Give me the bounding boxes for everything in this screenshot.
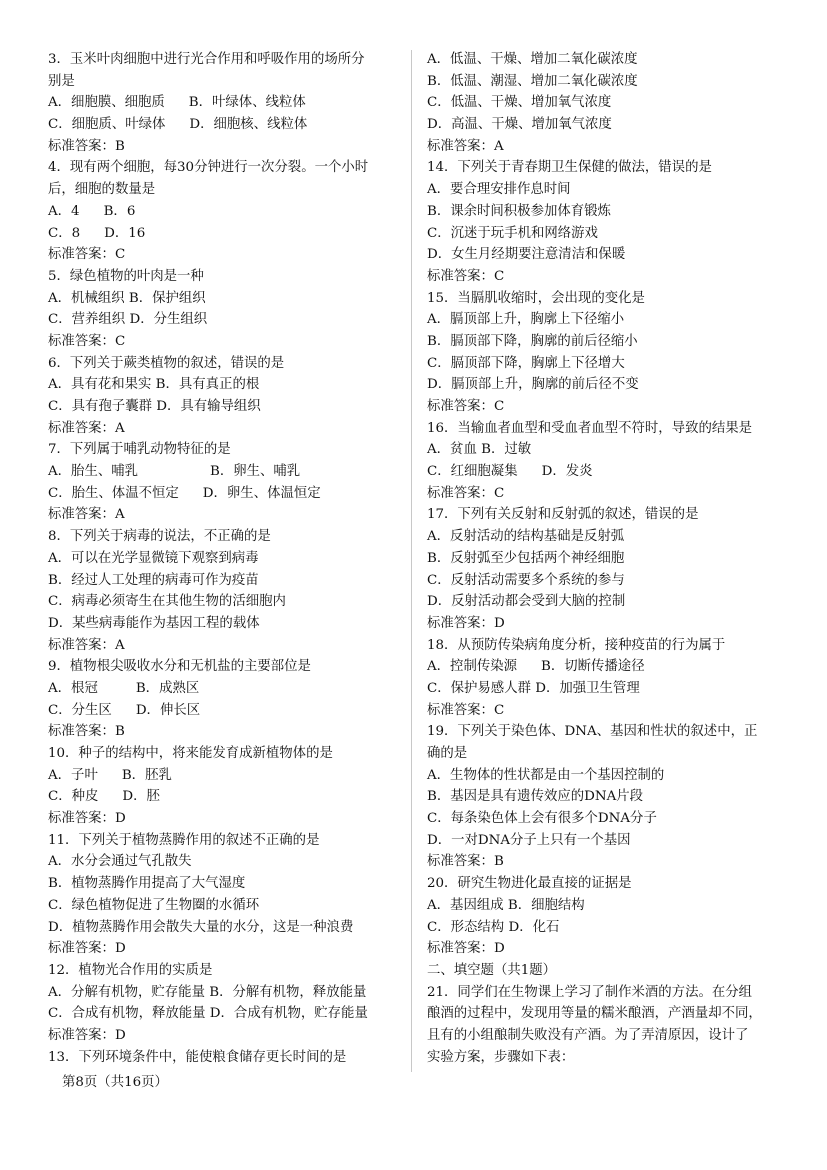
question-line: C．营养组织 D．分生组织 [48,312,208,328]
question-line: 5．绿色植物的叶肉是一种 [48,268,204,284]
question-line: 8．下列关于病毒的说法，不正确的是 [48,529,271,545]
left-column [48,49,400,1068]
question-line: A．水分会通过气孔散失 [48,854,192,870]
option-row [48,483,400,505]
question-line: 实验方案，步骤如下表： [427,1049,575,1065]
question-line: A．机械组织 B．保护组织 [48,290,206,306]
question-line: 4．现有两个细胞，每30分钟进行一次分裂。一个小时 [48,160,369,176]
question-line: 21．同学们在生物课上学习了制作米酒的方法。在分组 [427,984,753,1000]
question-line: 17．下列有关反射和反射弧的叙述，错误的是 [427,507,699,523]
question-line: A．分解有机物，贮存能量 B．分解有机物，释放能量 [48,984,367,1000]
question-line: B．课余时间积极参加体育锻炼 [427,203,611,219]
option-row [48,461,400,483]
option-text: B．成熟区 [135,680,200,696]
question-line: C．具有孢子囊群 D．具有输导组织 [48,399,261,414]
option-text: A．胎生、哺乳 [48,464,139,480]
question-line: D．一对DNA分子上只有一个基因 [427,832,631,848]
answer-line: 标准答案：D [48,811,126,827]
question-line: 3．玉米叶肉细胞中进行光合作用和呼吸作用的场所分 [48,52,365,67]
question-line: C．反射活动需要多个系统的参与 [427,572,625,588]
option-text: B．卵生、哺乳 [210,464,301,480]
question-line: 14．下列关于青春期卫生保健的做法，错误的是 [427,160,712,176]
option-row [48,201,400,223]
option-row [427,461,779,483]
option-row [48,114,400,136]
question-line: D．膈顶部上升，胸廓的前后径不变 [427,377,639,393]
answer-line: 标准答案：B [427,854,504,870]
question-line: A．反射活动的结构基础是反射弧 [427,529,625,545]
question-line: A．可以在光学显微镜下观察到病毒 [48,550,259,566]
answer-line: 标准答案：C [427,485,505,501]
question-line: C．膈顶部下降，胸廓上下径增大 [427,355,625,371]
question-line: A．基因组成 B．细胞结构 [427,897,585,913]
option-text: C．细胞质、叶绿体 [48,117,166,133]
answer-line: 标准答案：D [427,941,505,957]
option-text: C．种皮 [48,789,99,805]
answer-line: 标准答案：C [427,268,505,284]
question-line: B．经过人工处理的病毒可作为疫苗 [48,572,259,588]
question-line: A．生物体的性状都是由一个基因控制的 [427,767,665,783]
question-line: 9．植物根尖吸收水分和无机盐的主要部位是 [48,659,311,675]
option-text: B．6 [103,203,136,219]
question-line: 10．种子的结构中，将来能发育成新植物体的是 [48,746,333,761]
question-line: B．反射弧至少包括两个神经细胞 [427,550,625,566]
option-text: C．胎生、体温不恒定 [48,485,179,501]
option-text: B．切断传播途径 [541,659,645,675]
answer-line: 标准答案：A [48,507,125,523]
question-line: 且有的小组酿制失败没有产酒。为了弄清原因，设计了 [427,1027,749,1043]
option-text: C．8 [48,225,81,241]
question-line: C．沉迷于玩手机和网络游戏 [427,225,598,241]
question-line: D．植物蒸腾作用会散失大量的水分，这是一种浪费 [48,919,354,935]
question-line: B．植物蒸腾作用提高了大气湿度 [48,876,246,892]
question-line: C．绿色植物促进了生物圈的水循环 [48,897,260,913]
question-line: C．保护易感人群 D．加强卫生管理 [427,680,640,696]
option-text: D．胚 [122,789,160,805]
question-line: 7．下列属于哺乳动物特征的是 [48,442,231,458]
option-text: D．发炎 [541,464,593,480]
question-line: 二、填空题（共1题） [427,962,557,978]
option-row [48,678,400,700]
question-line: 别是 [48,73,75,89]
question-line: D．女生月经期要注意清洁和保暖 [427,247,626,263]
question-line: 11．下列关于植物蒸腾作用的叙述不正确的是 [48,832,320,848]
answer-line: 标准答案：C [48,333,126,349]
answer-line: 标准答案：A [48,637,125,653]
question-line: 13．下列环境条件中，能使粮食储存更长时间的是 [48,1049,347,1065]
option-text: B．胚乳 [121,767,172,783]
question-line: C．低温、干燥、增加氧气浓度 [427,95,612,111]
option-text: A．4 [48,203,80,219]
question-line: C．病毒必须寄生在其他生物的活细胞内 [48,594,286,610]
option-row [48,92,400,114]
option-text: D．伸长区 [135,702,201,718]
answer-line: 标准答案：B [48,724,125,740]
question-line: 15．当膈肌收缩时，会出现的变化是 [427,290,645,306]
question-line: B．低温、潮湿、增加二氧化碳浓度 [427,73,638,89]
answer-line: 标准答案：C [427,399,505,414]
question-line: 酿酒的过程中，发现用等量的糯米酿酒，产酒量却不同， [427,1006,762,1022]
question-line: B．膈顶部下降，胸廓的前后径缩小 [427,333,638,349]
question-line: 6．下列关于蕨类植物的叙述，错误的是 [48,355,285,371]
option-text: A．控制传染源 [427,659,518,675]
question-line: B．基因是具有遗传效应的DNA片段 [427,789,644,805]
option-row [427,656,779,678]
question-line: A．具有花和果实 B．具有真正的根 [48,377,260,393]
option-text: D．16 [104,225,146,241]
question-line: A．贫血 B．过敏 [427,442,532,458]
question-line: D．反射活动都会受到大脑的控制 [427,594,626,610]
question-line: 确的是 [427,746,468,761]
option-row [48,765,400,787]
answer-line: 标准答案：D [427,615,505,631]
answer-line: 标准答案：A [48,420,125,436]
option-row [48,700,400,722]
answer-line: 标准答案：C [427,702,505,718]
option-text: A．子叶 [48,767,98,783]
question-line: 16．当输血者血型和受血者血型不符时，导致的结果是 [427,420,753,436]
question-line: D．高温、干燥、增加氧气浓度 [427,117,612,133]
right-column [427,49,779,1068]
option-text: D．细胞核、线粒体 [189,117,308,133]
option-text: A．细胞膜、细胞质 [48,95,165,111]
answer-line: 标准答案：C [48,247,126,263]
question-line: A．要合理安排作息时间 [427,182,571,198]
question-line: A．低温、干燥、增加二氧化碳浓度 [427,52,638,67]
page-footer: 第8页（共16页） [62,1075,168,1090]
column-divider [411,50,412,1072]
answer-line: 标准答案：D [48,1027,126,1043]
option-text: C．红细胞凝集 [427,464,518,480]
option-text: B．叶绿体、线粒体 [188,95,306,111]
option-text: A．根冠 [48,680,98,696]
question-line: 12．植物光合作用的实质是 [48,962,213,978]
question-line: C．合成有机物，释放能量 D．合成有机物，贮存能量 [48,1006,368,1022]
question-line: 20．研究生物进化最直接的证据是 [427,876,632,892]
question-line: C．形态结构 D．化石 [427,919,560,935]
question-line: 19．下列关于染色体、DNA、基因和性状的叙述中，正 [427,724,758,740]
option-row [48,223,400,245]
answer-line: 标准答案：B [48,138,125,154]
question-line: 后，细胞的数量是 [48,182,156,198]
answer-line: 标准答案：A [427,138,504,154]
option-row [48,786,400,808]
answer-line: 标准答案：D [48,941,126,957]
option-text: D．卵生、体温恒定 [202,485,321,501]
option-text: C．分生区 [48,702,112,718]
question-line: D．某些病毒能作为基因工程的载体 [48,615,260,631]
question-line: C．每条染色体上会有很多个DNA分子 [427,811,657,827]
question-line: A．膈顶部上升，胸廓上下径缩小 [427,312,625,328]
question-line: 18．从预防传染病角度分析，接种疫苗的行为属于 [427,637,726,653]
